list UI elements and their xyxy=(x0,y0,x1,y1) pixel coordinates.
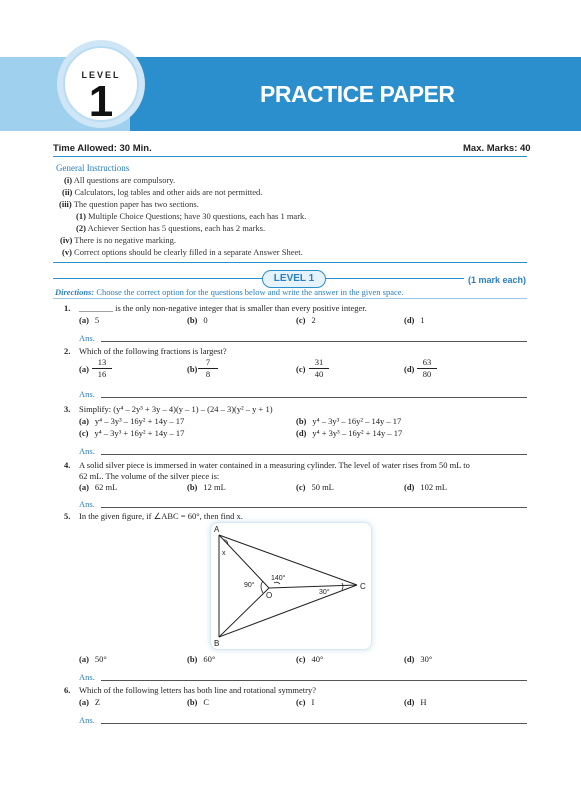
answer-line[interactable] xyxy=(101,680,527,681)
question-number: 1. xyxy=(64,303,71,313)
question-text: In the given figure, if ∠ABC = 60°, then find x. xyxy=(79,511,243,521)
instruction-item xyxy=(64,175,175,185)
page-title: PRACTICE PAPER xyxy=(260,81,455,107)
answer-label: Ans. xyxy=(79,446,95,456)
line-ac xyxy=(219,535,357,585)
instruction-item xyxy=(62,187,262,197)
question-number: 3. xyxy=(64,404,71,414)
option-c: (c) 40° xyxy=(296,654,324,664)
option-c: (c) 2 xyxy=(296,315,316,325)
divider-top xyxy=(53,156,527,157)
label-o: O xyxy=(266,591,273,600)
instruction-item xyxy=(76,211,306,221)
instruction-text: Achiever Section has 5 questions, each has 2 marks. xyxy=(87,223,266,233)
label-c: C xyxy=(360,582,366,591)
option-b: (b) C xyxy=(187,697,210,707)
option-b: (b) 12 mL xyxy=(187,482,226,492)
fraction: $\frac{63}{80}$ xyxy=(417,357,437,380)
angle-140-arc xyxy=(274,582,280,584)
line-bo xyxy=(219,588,269,637)
option-a: (a) xyxy=(79,364,89,374)
question-number: 4. xyxy=(64,460,71,470)
instruction-item xyxy=(60,235,176,245)
general-instructions-heading: General Instructions xyxy=(56,163,130,173)
question-text: Which of the following fractions is largest? xyxy=(79,346,227,356)
section-line-left xyxy=(53,278,262,279)
option-d: (d) y⁴ + 3y³ – 16y² + 14y – 17 xyxy=(296,428,403,438)
label-angle-30: 30° xyxy=(319,589,330,596)
instruction-num: (v) xyxy=(62,247,72,257)
option-b: (b) 60° xyxy=(187,654,216,664)
label-angle-140: 140° xyxy=(271,575,286,582)
question-text: ________ is the only non-negative integer that is smaller than every positive integer. xyxy=(79,303,367,313)
option-a: (a) Z xyxy=(79,697,101,707)
divider-directions xyxy=(53,298,527,299)
max-marks: Max. Marks: 40 xyxy=(463,143,531,154)
time-allowed: Time Allowed: 30 Min. xyxy=(53,143,152,154)
option-b: (b) y⁴ – 3y³ – 16y² – 14y – 17 xyxy=(296,416,402,426)
option-a: (a) y⁴ – 3y³ – 16y² + 14y – 17 xyxy=(79,416,185,426)
option-c: (c) y⁴ – 3y³ + 16y² + 14y – 17 xyxy=(79,428,185,438)
geometry-figure xyxy=(210,522,372,650)
option-d: (d) 102 mL xyxy=(404,482,448,492)
option-a: (a) 50° xyxy=(79,654,107,664)
section-line-right xyxy=(324,278,464,279)
answer-line[interactable] xyxy=(101,723,527,724)
answer-label: Ans. xyxy=(79,672,95,682)
instruction-num: (1) xyxy=(76,211,86,221)
option-a: (a) 5 xyxy=(79,315,100,325)
instruction-item xyxy=(62,247,303,257)
answer-line[interactable] xyxy=(101,341,527,342)
level-badge xyxy=(63,46,139,126)
label-a: A xyxy=(214,525,220,534)
option-b: (b) xyxy=(187,364,198,374)
label-x: x xyxy=(222,550,226,557)
option-d: (d) 1 xyxy=(404,315,425,325)
answer-label: Ans. xyxy=(79,499,95,509)
instruction-text: Multiple Choice Questions; have 30 questions, each has 1 mark. xyxy=(88,211,307,221)
directions-label: Directions: xyxy=(55,287,95,297)
answer-line[interactable] xyxy=(101,397,527,398)
line-oc xyxy=(269,585,357,588)
question-text: Simplify: (y⁴ – 2y³ + 3y – 4)(y – 1) – (24 – 3)(y² – y + 1) xyxy=(79,404,273,414)
fraction: $\frac{7}{8}$ xyxy=(198,357,218,380)
option-d: (d) 30° xyxy=(404,654,433,664)
option-d: (d) H xyxy=(404,697,427,707)
angle-30-arc xyxy=(342,583,343,590)
answer-label: Ans. xyxy=(79,389,95,399)
directions-text: Choose the correct option for the questions below and write the answer in the given space. xyxy=(94,287,404,297)
line-ao xyxy=(219,535,269,588)
question-text-line1: A solid silver piece is immersed in water contained in a measuring cylinder. The level of water rises from 50 mL to xyxy=(79,460,470,470)
level-badge-word: LEVEL xyxy=(81,70,121,80)
section-label: LEVEL 1 xyxy=(262,270,326,288)
instruction-text: Calculators, log tables and other aids are not permitted. xyxy=(74,187,263,197)
fraction: $\frac{31}{40}$ xyxy=(309,357,329,380)
question-number: 6. xyxy=(64,685,71,695)
instruction-text: Correct options should be clearly filled in a separate Answer Sheet. xyxy=(74,247,303,257)
instruction-text: The question paper has two sections. xyxy=(73,199,199,209)
option-c: (c) I xyxy=(296,697,315,707)
instruction-item xyxy=(59,199,199,209)
option-c: (c) xyxy=(296,364,306,374)
answer-line[interactable] xyxy=(101,454,527,455)
option-a: (a) 62 mL xyxy=(79,482,118,492)
level-badge-number: 1 xyxy=(88,77,114,126)
answer-label: Ans. xyxy=(79,333,95,343)
question-number: 5. xyxy=(64,511,71,521)
answer-line[interactable] xyxy=(101,507,527,508)
option-b: (b) 0 xyxy=(187,315,208,325)
instruction-text: There is no negative marking. xyxy=(74,235,176,245)
answer-label: Ans. xyxy=(79,715,95,725)
angle-90-arc xyxy=(261,581,263,593)
question-number: 2. xyxy=(64,346,71,356)
question-text-line2: 62 mL. The volume of the silver piece is: xyxy=(79,471,220,481)
instruction-text: All questions are compulsory. xyxy=(73,175,176,185)
triangle-diagram xyxy=(211,523,371,649)
option-d: (d) xyxy=(404,364,415,374)
instruction-num: (i) xyxy=(64,175,73,185)
instruction-num: (iii) xyxy=(59,199,72,209)
instruction-num: (ii) xyxy=(62,187,73,197)
instruction-num: (2) xyxy=(76,223,86,233)
marks-note: (1 mark each) xyxy=(468,275,527,285)
directions xyxy=(55,287,404,297)
line-bc xyxy=(219,585,357,637)
label-angle-90: 90° xyxy=(244,582,255,589)
question-text: Which of the following letters has both line and rotational symmetry? xyxy=(79,685,316,695)
divider-instructions xyxy=(53,262,527,263)
label-b: B xyxy=(214,639,220,648)
instruction-num: (iv) xyxy=(60,235,73,245)
fraction: $\frac{13}{16}$ xyxy=(92,357,112,380)
instruction-item xyxy=(76,223,265,233)
option-c: (c) 50 mL xyxy=(296,482,334,492)
